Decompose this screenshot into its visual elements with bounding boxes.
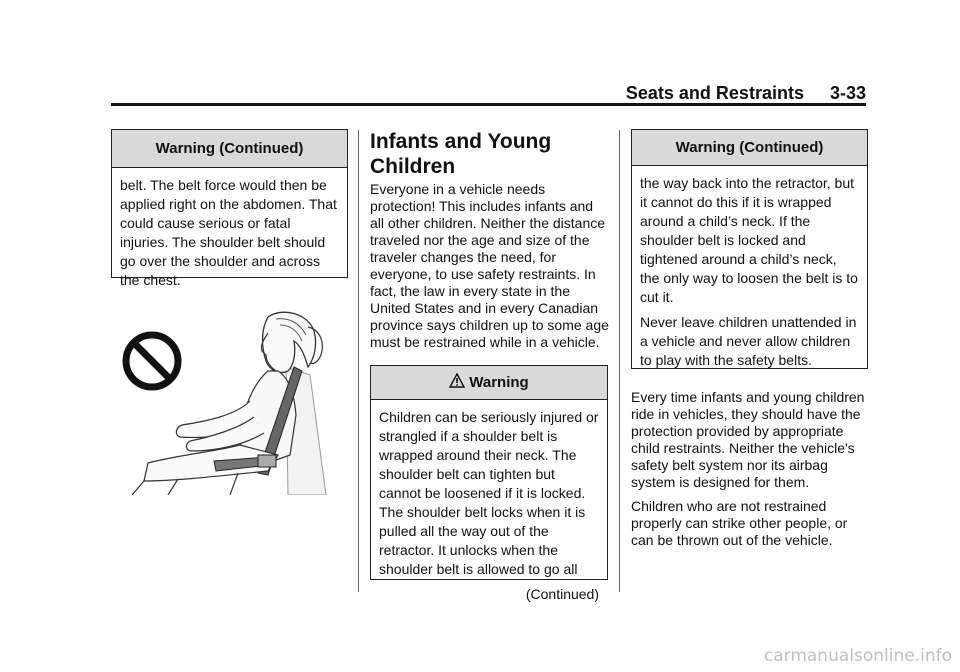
illustration — [118, 305, 328, 495]
header-rule — [111, 103, 866, 106]
left-warning-title: Warning (Continued) — [112, 130, 347, 168]
page-header — [111, 84, 866, 104]
continued-label: (Continued) — [525, 586, 599, 602]
right-text-paragraph-1: Every time infants and young children ride in vehicles, they should have the protection provided by appropriate child restraints. Neither the vehicle's safety belt system nor its airbag system is designed for them. — [631, 389, 865, 490]
warning-triangle-icon — [449, 373, 465, 392]
right-text-paragraph-2: Children who are not restrained properly can strike other people, or can be thrown out of the vehicle. — [631, 498, 848, 548]
left-warning-text: belt. The belt force would then be applied right on the abdomen. That could cause serious or fatal injuries. The shoulder belt should go over the shoulder and across the chest. — [120, 177, 337, 288]
middle-warning-text: Children can be seriously injured or strangled if a shoulder belt is wrapped around their neck. The shoulder belt can tighten but cannot be loosened if it is locked. The shoulder belt locks when it is pulled all the way out of the retractor. It unlocks when the shoulder belt is allowed to go all — [379, 409, 599, 577]
right-warning-title: Warning (Continued) — [632, 130, 867, 166]
chapter-title: Seats and Restraints — [625, 83, 804, 103]
child-belt-illustration — [118, 305, 328, 495]
left-warning-box — [111, 129, 348, 288]
right-warning-paragraph-2: Never leave children unattended in a vehicle and never allow children to play with the safety belts. — [640, 314, 857, 368]
right-warning-paragraph-1: the way back into the retractor, but it cannot do this if it is wrapped around a child’s neck. If the shoulder belt is locked and tightened around a child’s neck, the only way to loosen the belt is to cut it. — [640, 175, 858, 305]
middle-warning-header — [371, 366, 607, 400]
column-divider-right — [619, 130, 620, 592]
section-heading: Infants and Young Children — [370, 130, 552, 178]
section-intro-block — [370, 181, 610, 358]
middle-warning-box — [370, 365, 608, 602]
footer-watermark: carmanualsonline.info — [763, 646, 952, 666]
right-text-block — [631, 389, 871, 556]
prohibited-icon — [126, 335, 178, 387]
middle-warning-title: Warning — [469, 374, 529, 391]
right-warning-box — [631, 129, 868, 369]
section-intro: Everyone in a vehicle needs protection! This includes infants and all other children. Neither the distance traveled nor the age and size of the traveler changes the need, for everyone, to use safety restraints. In fact, the law in every state in the United States and in every Canadian province says children up to some age must be restrained while in a vehicle. — [370, 181, 609, 350]
column-divider-left — [358, 130, 359, 592]
page-number: 3-33 — [829, 83, 866, 103]
